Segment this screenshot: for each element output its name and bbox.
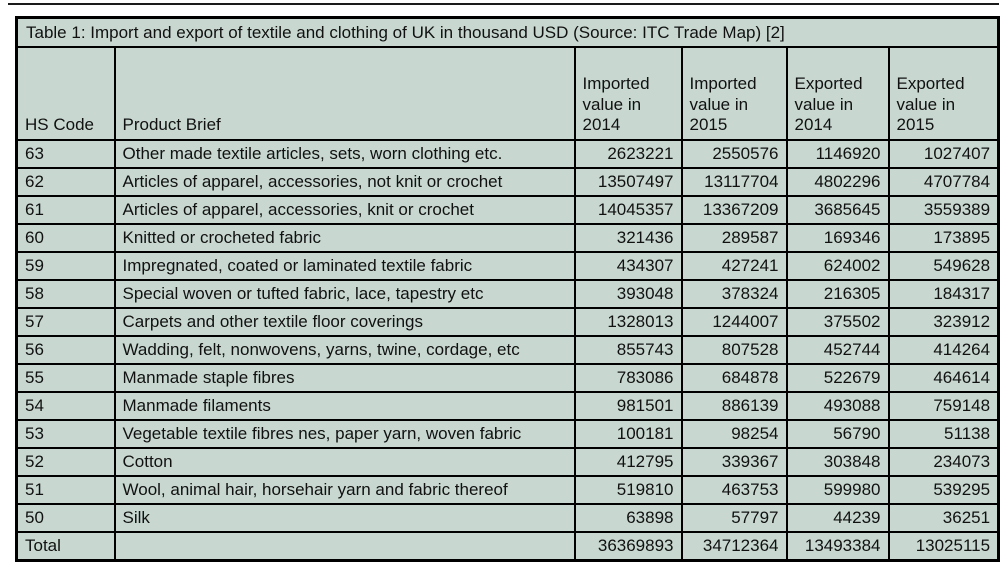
value-cell: 13367209 [682,196,787,224]
value-cell: 464614 [889,364,999,392]
hs-code-cell: 57 [17,308,115,336]
col-header-imported-2015: Imported value in 2015 [682,47,787,140]
total-value-cell: 13025115 [889,532,999,561]
value-cell: 414264 [889,336,999,364]
value-cell: 4707784 [889,168,999,196]
product-brief-cell: Articles of apparel, accessories, knit or crochet [115,196,575,224]
table-row [17,168,999,196]
value-cell: 599980 [787,476,889,504]
value-cell: 36251 [889,504,999,532]
value-cell: 522679 [787,364,889,392]
value-cell: 3559389 [889,196,999,224]
total-empty-cell [115,532,575,561]
table-row [17,224,999,252]
value-cell: 493088 [787,392,889,420]
value-cell: 886139 [682,392,787,420]
table-row [17,252,999,280]
product-brief-cell: Special woven or tufted fabric, lace, tapestry etc [115,280,575,308]
col-header-exported-2014: Exported value in 2014 [787,47,889,140]
value-cell: 624002 [787,252,889,280]
value-cell: 1146920 [787,140,889,168]
product-brief-cell: Wadding, felt, nonwovens, yarns, twine, cordage, etc [115,336,575,364]
table-row [17,420,999,448]
product-brief-cell: Manmade staple fibres [115,364,575,392]
value-cell: 44239 [787,504,889,532]
value-cell: 339367 [682,448,787,476]
value-cell: 783086 [575,364,682,392]
top-rule [8,3,999,5]
value-cell: 184317 [889,280,999,308]
hs-code-cell: 63 [17,140,115,168]
value-cell: 855743 [575,336,682,364]
value-cell: 378324 [682,280,787,308]
hs-code-cell: 54 [17,392,115,420]
value-cell: 1328013 [575,308,682,336]
table-row [17,392,999,420]
total-row [17,532,999,561]
product-brief-cell: Vegetable textile fibres nes, paper yarn, woven fabric [115,420,575,448]
product-brief-cell: Silk [115,504,575,532]
value-cell: 3685645 [787,196,889,224]
value-cell: 463753 [682,476,787,504]
value-cell: 57797 [682,504,787,532]
table-row [17,504,999,532]
value-cell: 14045357 [575,196,682,224]
col-header-product-brief: Product Brief [115,47,575,140]
value-cell: 427241 [682,252,787,280]
value-cell: 519810 [575,476,682,504]
hs-code-cell: 51 [17,476,115,504]
hs-code-cell: 62 [17,168,115,196]
table-row [17,448,999,476]
table-row [17,476,999,504]
value-cell: 63898 [575,504,682,532]
value-cell: 2623221 [575,140,682,168]
hs-code-cell: 52 [17,448,115,476]
value-cell: 981501 [575,392,682,420]
product-brief-cell: Articles of apparel, accessories, not knit or crochet [115,168,575,196]
hs-code-cell: 60 [17,224,115,252]
value-cell: 321436 [575,224,682,252]
hs-code-cell: 55 [17,364,115,392]
product-brief-cell: Knitted or crocheted fabric [115,224,575,252]
value-cell: 2550576 [682,140,787,168]
value-cell: 549628 [889,252,999,280]
product-brief-cell: Other made textile articles, sets, worn clothing etc. [115,140,575,168]
hs-code-cell: 56 [17,336,115,364]
table-body [17,140,999,561]
product-brief-cell: Manmade filaments [115,392,575,420]
value-cell: 1027407 [889,140,999,168]
value-cell: 1244007 [682,308,787,336]
value-cell: 759148 [889,392,999,420]
col-header-exported-2015: Exported value in 2015 [889,47,999,140]
hs-code-cell: 50 [17,504,115,532]
product-brief-cell: Cotton [115,448,575,476]
value-cell: 173895 [889,224,999,252]
value-cell: 323912 [889,308,999,336]
value-cell: 434307 [575,252,682,280]
total-value-cell: 34712364 [682,532,787,561]
value-cell: 98254 [682,420,787,448]
value-cell: 375502 [787,308,889,336]
col-header-hs-code: HS Code [17,47,115,140]
table-row [17,196,999,224]
hs-code-cell: 53 [17,420,115,448]
value-cell: 539295 [889,476,999,504]
table-row [17,364,999,392]
value-cell: 216305 [787,280,889,308]
value-cell: 807528 [682,336,787,364]
header-row [17,47,999,140]
product-brief-cell: Wool, animal hair, horsehair yarn and fabric thereof [115,476,575,504]
value-cell: 100181 [575,420,682,448]
total-value-cell: 13493384 [787,532,889,561]
product-brief-cell: Impregnated, coated or laminated textile fabric [115,252,575,280]
value-cell: 13507497 [575,168,682,196]
value-cell: 234073 [889,448,999,476]
hs-code-cell: 59 [17,252,115,280]
value-cell: 393048 [575,280,682,308]
table-row [17,280,999,308]
value-cell: 684878 [682,364,787,392]
table-row [17,336,999,364]
value-cell: 303848 [787,448,889,476]
value-cell: 289587 [682,224,787,252]
value-cell: 51138 [889,420,999,448]
col-header-imported-2014: Imported value in 2014 [575,47,682,140]
value-cell: 169346 [787,224,889,252]
total-label-cell: Total [17,532,115,561]
title-row [17,18,999,48]
value-cell: 13117704 [682,168,787,196]
value-cell: 412795 [575,448,682,476]
value-cell: 452744 [787,336,889,364]
value-cell: 4802296 [787,168,889,196]
total-value-cell: 36369893 [575,532,682,561]
product-brief-cell: Carpets and other textile floor coverings [115,308,575,336]
table-row [17,140,999,168]
hs-code-cell: 61 [17,196,115,224]
table-title: Table 1: Import and export of textile and clothing of UK in thousand USD (Source: ITC Trade Map) [2] [17,18,999,48]
hs-code-cell: 58 [17,280,115,308]
table-row [17,308,999,336]
trade-table [15,16,1000,562]
value-cell: 56790 [787,420,889,448]
